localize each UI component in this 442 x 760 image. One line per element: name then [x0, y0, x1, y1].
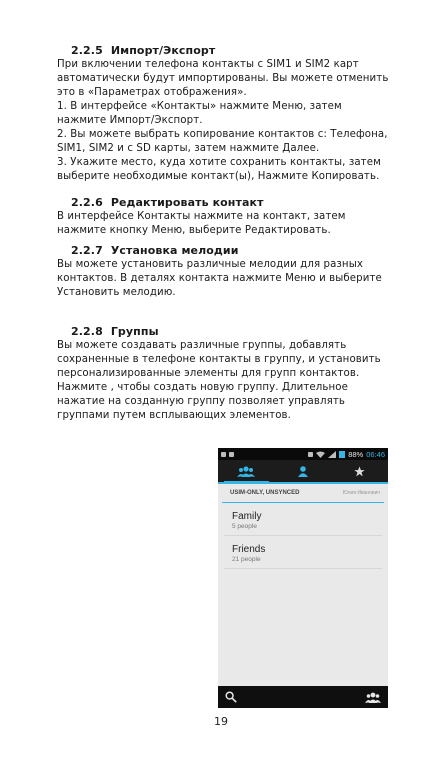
- section-body: [57, 258, 387, 300]
- text-line: 3. Укажите место, куда хотите сохранить контакты, затем: [57, 157, 381, 168]
- page-number: 19: [214, 715, 228, 728]
- bottom-action-bar: [218, 686, 388, 708]
- battery-level: 88%: [348, 449, 364, 459]
- contacts-tabs: [218, 460, 388, 484]
- tab-groups[interactable]: [218, 460, 275, 482]
- wifi-icon: [316, 451, 325, 458]
- text-line: В интерфейсе Контакты нажмите на контакт, затем: [57, 211, 346, 222]
- search-icon[interactable]: [225, 691, 237, 703]
- section-body: [57, 339, 387, 423]
- sim-icon: [308, 452, 313, 457]
- text-line: SIM1, SIM2 и с SD карты, затем нажмите Далее.: [57, 143, 320, 154]
- section-heading: 2.2.5 Импорт/Экспорт: [71, 44, 216, 57]
- group-count: 5 people: [232, 523, 257, 530]
- text-line: сохраненные в телефоне контакты в группу, и установить: [57, 354, 381, 365]
- group-item[interactable]: [224, 503, 382, 536]
- group-item[interactable]: [224, 536, 382, 569]
- status-bar: [218, 448, 388, 460]
- section-ringtone: [57, 244, 387, 300]
- tab-contacts[interactable]: [275, 460, 332, 482]
- group-name: Family: [232, 511, 262, 522]
- text-line: контактов. В деталях контакта нажмите Меню и выберите: [57, 273, 382, 284]
- phone-screenshot: [218, 448, 388, 708]
- account-header: [222, 484, 384, 503]
- text-line: нажмите Импорт/Экспорт.: [57, 115, 203, 126]
- groups-icon: [237, 466, 255, 477]
- text-line: нажатие на созданную группу позволяет управлять: [57, 396, 345, 407]
- person-icon: [298, 466, 308, 477]
- group-count: 21 people: [232, 556, 261, 563]
- text-line: 2. Вы можете выбрать копирование контактов с: Телефона,: [57, 129, 388, 140]
- account-hint: Юлия Иванович: [342, 490, 380, 496]
- section-heading: 2.2.7 Установка мелодии: [71, 244, 239, 257]
- text-line: Вы можете создавать различные группы, добавлять: [57, 340, 347, 351]
- section-import-export: [57, 44, 387, 184]
- text-line: При включении телефона контакты с SIM1 и SIM2 карт: [57, 59, 359, 70]
- section-body: [57, 210, 387, 238]
- group-name: Friends: [232, 544, 266, 555]
- tab-favorites[interactable]: [331, 460, 388, 482]
- text-line: 1. В интерфейсе «Контакты» нажмите Меню, затем: [57, 101, 342, 112]
- text-line: это в «Параметрах отображения».: [57, 87, 247, 98]
- account-label: USIM-ONLY, UNSYNCED: [230, 490, 300, 496]
- text-line: персонализированные элементы для групп контактов.: [57, 368, 360, 379]
- status-time: 06:46: [366, 449, 385, 459]
- text-line: Нажмите , чтобы создать новую группу. Длительное: [57, 382, 348, 393]
- section-heading: 2.2.8 Группы: [71, 325, 159, 338]
- text-line: группами путем всплывающих элементов.: [57, 410, 291, 421]
- text-line: Вы можете установить различные мелодии для разных: [57, 259, 363, 270]
- text-line: выберите необходимые контакт(ы), Нажмите Копировать.: [57, 171, 380, 182]
- section-heading: 2.2.6 Редактировать контакт: [71, 196, 264, 209]
- section-groups: [57, 325, 387, 423]
- signal-icon: [328, 451, 336, 458]
- notification-icon: [221, 452, 226, 457]
- text-line: нажмите кнопку Меню, выберите Редактировать.: [57, 225, 331, 236]
- usb-icon: [229, 452, 234, 457]
- section-edit-contact: [57, 196, 387, 238]
- text-line: автоматически будут импортированы. Вы можете отменить: [57, 73, 389, 84]
- add-group-icon[interactable]: [365, 692, 381, 703]
- battery-icon: [339, 451, 345, 458]
- section-body: [57, 58, 387, 184]
- star-icon: [354, 466, 365, 477]
- text-line: Установить мелодию.: [57, 287, 176, 298]
